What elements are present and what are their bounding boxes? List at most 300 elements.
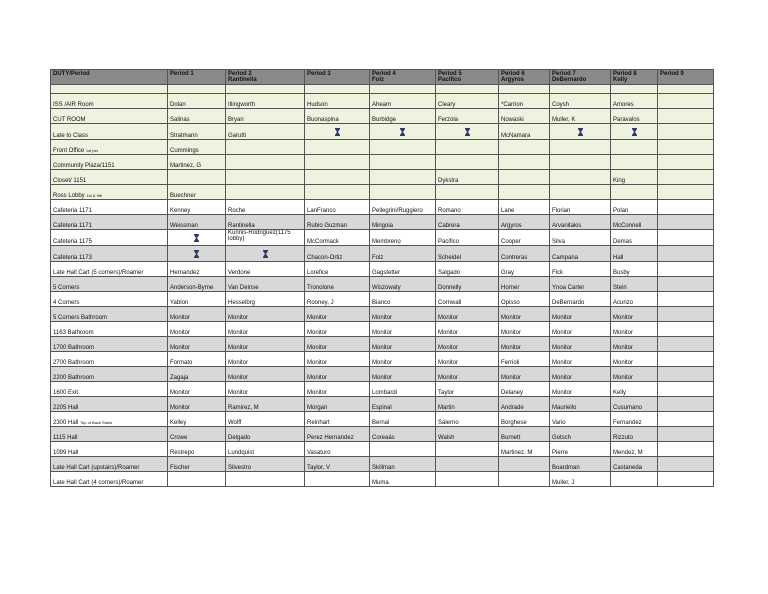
period-cell: Monitor: [226, 307, 305, 322]
table-row: [51, 140, 714, 155]
period-cell: Reinhart: [305, 412, 370, 427]
duty-cell: 4 Corners: [51, 292, 168, 307]
period-cell: Cleary: [436, 94, 499, 109]
table-row: [51, 185, 714, 200]
period-cell: Borghese: [499, 412, 550, 427]
period-cell: McConnell: [611, 215, 658, 230]
period-cell: Roche: [226, 200, 305, 215]
hourglass-icon: [194, 250, 199, 258]
period-cell: Buonaspina: [305, 109, 370, 124]
period-cell: Chacon-Ortiz: [305, 246, 370, 262]
period-cell: Acunzo: [611, 292, 658, 307]
period-cell: Tronolone: [305, 277, 370, 292]
period-cell: Buechner: [168, 185, 226, 200]
period-cell: Lombardi: [370, 382, 436, 397]
period-cell: Monitor: [499, 337, 550, 352]
table-row: [51, 337, 714, 352]
period-cell: [658, 352, 714, 367]
period-cell: [436, 124, 499, 140]
period-cell: [436, 457, 499, 472]
period-cell: [550, 124, 611, 140]
period-cell: Anderson-Byrne: [168, 277, 226, 292]
period-cell: [611, 185, 658, 200]
period-cell: [658, 457, 714, 472]
period-cell: Monitor: [305, 322, 370, 337]
duty-cell: 5 Corners Bathroom: [51, 307, 168, 322]
duty-cell: Ross Lobby 1st & 9th: [51, 185, 168, 200]
period-cell: Martinez, G: [168, 155, 226, 170]
period-cell: Monitor: [168, 382, 226, 397]
period-cell: Mendez, M: [611, 442, 658, 457]
period-cell: Taylor, V: [305, 457, 370, 472]
duty-cell: Community Plaza/1151: [51, 155, 168, 170]
period-cell: [658, 155, 714, 170]
duty-cell: Late Hall Cart (4 corners)/Roamer: [51, 472, 168, 487]
period-cell: [305, 170, 370, 185]
period-cell: Monitor: [550, 322, 611, 337]
period-cell: Ahearn: [370, 94, 436, 109]
period-cell: Monitor: [611, 367, 658, 382]
period-cell: Dykstra: [436, 170, 499, 185]
period-cell: Zagaja: [168, 367, 226, 382]
period-cell: Martinez, M: [499, 442, 550, 457]
period-cell: [305, 140, 370, 155]
period-cell: [499, 457, 550, 472]
duty-cell: Cafeteria 1173: [51, 246, 168, 262]
hourglass-icon: [263, 250, 268, 258]
period-cell: [658, 230, 714, 246]
table-row: [51, 109, 714, 124]
period-cell: Monitor: [611, 337, 658, 352]
duty-schedule-table: [50, 69, 714, 487]
period-cell: [658, 382, 714, 397]
period-cell: Monitor: [305, 367, 370, 382]
period-cell: [658, 185, 714, 200]
period-cell: Monitor: [499, 307, 550, 322]
period-cell: *Carrion: [499, 94, 550, 109]
period-cell: Kunnis-Rodriguez(1175 lobby): [226, 230, 305, 246]
period-cell: Monitor: [226, 337, 305, 352]
period-cell: Van Deinse: [226, 277, 305, 292]
duty-cell: 2300 Hall Top of Back Stairs: [51, 412, 168, 427]
table-row: [51, 367, 714, 382]
period-cell: Gotsch: [550, 427, 611, 442]
period-cell: [611, 124, 658, 140]
period-cell: [658, 337, 714, 352]
period-cell: Stein: [611, 277, 658, 292]
period-cell: [370, 185, 436, 200]
header-period-6: Period 6 Argyros: [499, 70, 550, 85]
period-cell: Florian: [550, 200, 611, 215]
header-row: [51, 70, 714, 85]
period-cell: Fischer: [168, 457, 226, 472]
period-cell: DeBernardo: [550, 292, 611, 307]
period-cell: Monitor: [168, 397, 226, 412]
period-cell: Cooper: [499, 230, 550, 246]
period-cell: [226, 472, 305, 487]
period-cell: [550, 140, 611, 155]
period-cell: Ynoa Carter: [550, 277, 611, 292]
period-cell: Muller, K: [550, 109, 611, 124]
header-period-2: Period 2 Rantinella: [226, 70, 305, 85]
period-cell: Romano: [436, 200, 499, 215]
duty-cell: 5 Corners: [51, 277, 168, 292]
header-period-3: Period 3: [305, 70, 370, 85]
period-cell: Campana: [550, 246, 611, 262]
table-row: [51, 472, 714, 487]
duty-cell: Late Hall Cart (upstairs)/Roamer: [51, 457, 168, 472]
period-cell: Cummings: [168, 140, 226, 155]
period-cell: [550, 155, 611, 170]
period-cell: Andrade: [499, 397, 550, 412]
period-cell: Coysh: [550, 94, 611, 109]
period-cell: Monitor: [370, 367, 436, 382]
period-cell: Wolff: [226, 412, 305, 427]
period-cell: Demas: [611, 230, 658, 246]
period-cell: Monitor: [436, 352, 499, 367]
header-period-5: Period 5 Pacifico: [436, 70, 499, 85]
period-cell: Stratmann: [168, 124, 226, 140]
period-cell: Monitor: [305, 352, 370, 367]
period-cell: [658, 442, 714, 457]
period-cell: Monitor: [226, 367, 305, 382]
header-period-9: Period 9: [658, 70, 714, 85]
period-cell: Burnett: [499, 427, 550, 442]
period-cell: Monitor: [499, 322, 550, 337]
period-cell: Crowe: [168, 427, 226, 442]
period-cell: [370, 124, 436, 140]
duty-cell: 1700 Bathroom: [51, 337, 168, 352]
period-cell: [168, 230, 226, 246]
period-cell: Lorefice: [305, 262, 370, 277]
period-cell: Monitor: [168, 322, 226, 337]
header-period-4: Period 4 Folz: [370, 70, 436, 85]
period-cell: Restrepo: [168, 442, 226, 457]
period-cell: Bernal: [370, 412, 436, 427]
period-cell: Hernandez: [168, 262, 226, 277]
period-cell: [370, 140, 436, 155]
table-row: [51, 230, 714, 246]
period-cell: Verdone: [226, 262, 305, 277]
period-cell: Polan: [611, 200, 658, 215]
period-cell: Wiszowaty: [370, 277, 436, 292]
period-cell: [658, 124, 714, 140]
period-cell: Delgado: [226, 427, 305, 442]
period-cell: McNamara: [499, 124, 550, 140]
period-cell: Martin: [436, 397, 499, 412]
period-cell: [499, 155, 550, 170]
table-row: [51, 200, 714, 215]
period-cell: Monitor: [305, 337, 370, 352]
period-cell: Mingoia: [370, 215, 436, 230]
period-cell: [226, 155, 305, 170]
period-cell: [305, 472, 370, 487]
period-cell: Vasaturo: [305, 442, 370, 457]
period-cell: Hesselbrg: [226, 292, 305, 307]
period-cell: [658, 109, 714, 124]
table-row: [51, 170, 714, 185]
period-cell: [436, 185, 499, 200]
period-cell: Mauriello: [550, 397, 611, 412]
period-cell: Lane: [499, 200, 550, 215]
duty-cell: 1163 Bathroom: [51, 322, 168, 337]
period-cell: [658, 140, 714, 155]
hourglass-icon: [465, 128, 470, 136]
period-cell: [658, 277, 714, 292]
period-cell: Lundquist: [226, 442, 305, 457]
period-cell: Taylor: [436, 382, 499, 397]
header-period-8: Period 8 Kelly: [611, 70, 658, 85]
period-cell: Arvanitakis: [550, 215, 611, 230]
table-row: [51, 292, 714, 307]
period-cell: Hall: [611, 246, 658, 262]
period-cell: [168, 170, 226, 185]
period-cell: [436, 140, 499, 155]
table-row: [51, 457, 714, 472]
period-cell: Nowaski: [499, 109, 550, 124]
period-cell: [658, 94, 714, 109]
period-cell: [550, 185, 611, 200]
period-cell: Monitor: [436, 337, 499, 352]
period-cell: Boardman: [550, 457, 611, 472]
hourglass-icon: [632, 128, 637, 136]
period-cell: King: [611, 170, 658, 185]
period-cell: Horner: [499, 277, 550, 292]
period-cell: Monitor: [499, 367, 550, 382]
period-cell: [658, 246, 714, 262]
period-cell: Castaneda: [611, 457, 658, 472]
header-duty: DUTY/Period: [51, 70, 168, 85]
period-cell: Scheidel: [436, 246, 499, 262]
period-cell: Cabrera: [436, 215, 499, 230]
table-row: [51, 155, 714, 170]
period-cell: [370, 170, 436, 185]
period-cell: [658, 307, 714, 322]
period-cell: Kelley: [168, 412, 226, 427]
period-cell: Monitor: [305, 307, 370, 322]
period-cell: Monitor: [226, 382, 305, 397]
duty-cell: 2700 Bathroom: [51, 352, 168, 367]
period-cell: Burbidge: [370, 109, 436, 124]
period-cell: Monitor: [168, 337, 226, 352]
period-cell: [168, 472, 226, 487]
period-cell: Monitor: [611, 352, 658, 367]
period-cell: Monitor: [370, 307, 436, 322]
period-cell: Monitor: [550, 307, 611, 322]
period-cell: [436, 155, 499, 170]
period-cell: Pacifico: [436, 230, 499, 246]
period-cell: Monitor: [370, 322, 436, 337]
period-cell: Rooney, J: [305, 292, 370, 307]
period-cell: [499, 185, 550, 200]
period-cell: Monitor: [436, 307, 499, 322]
table-row: [51, 442, 714, 457]
period-cell: Cusumano: [611, 397, 658, 412]
duty-cell: Late to Class: [51, 124, 168, 140]
period-cell: Muller, J: [550, 472, 611, 487]
hourglass-icon: [400, 128, 405, 136]
period-cell: Walsh: [436, 427, 499, 442]
period-cell: [305, 155, 370, 170]
period-cell: Monitor: [550, 382, 611, 397]
period-cell: Rubio Guzman: [305, 215, 370, 230]
period-cell: Perez Hernandez: [305, 427, 370, 442]
period-cell: Paravalos: [611, 109, 658, 124]
period-cell: Monitor: [226, 322, 305, 337]
period-cell: Donnelly: [436, 277, 499, 292]
period-cell: Gagstetter: [370, 262, 436, 277]
duty-cell: 1099 Hall: [51, 442, 168, 457]
period-cell: Ramirez, M: [226, 397, 305, 412]
period-cell: [499, 170, 550, 185]
period-cell: [370, 155, 436, 170]
duty-cell: Front Office 1st per: [51, 140, 168, 155]
period-cell: Monitor: [436, 322, 499, 337]
period-cell: Fernandez: [611, 412, 658, 427]
table-row: [51, 277, 714, 292]
period-cell: Yablon: [168, 292, 226, 307]
period-cell: [611, 140, 658, 155]
period-cell: [226, 170, 305, 185]
hourglass-icon: [578, 128, 583, 136]
period-cell: [226, 140, 305, 155]
period-cell: [658, 412, 714, 427]
period-cell: Muma: [370, 472, 436, 487]
period-cell: Argyros: [499, 215, 550, 230]
period-cell: Silva: [550, 230, 611, 246]
table-row: [51, 94, 714, 109]
period-cell: [658, 427, 714, 442]
period-cell: Monitor: [550, 337, 611, 352]
period-cell: [436, 472, 499, 487]
duty-cell: 1115 Hall: [51, 427, 168, 442]
period-cell: [499, 140, 550, 155]
hourglass-icon: [335, 128, 340, 136]
period-cell: Morgan: [305, 397, 370, 412]
table-row: [51, 427, 714, 442]
table-row: [51, 215, 714, 230]
period-cell: Delaney: [499, 382, 550, 397]
period-cell: Monitor: [305, 382, 370, 397]
period-cell: Monitor: [370, 352, 436, 367]
table-row: [51, 352, 714, 367]
period-cell: Pierre: [550, 442, 611, 457]
table-row: [51, 124, 714, 140]
period-cell: Kelly: [611, 382, 658, 397]
period-cell: Ferrioli: [499, 352, 550, 367]
duty-cell: Late Hall Cart (5 corners)/Roamer: [51, 262, 168, 277]
period-cell: Membreno: [370, 230, 436, 246]
period-cell: Rizzuto: [611, 427, 658, 442]
period-cell: Monitor: [436, 367, 499, 382]
period-cell: McCormack: [305, 230, 370, 246]
period-cell: Monitor: [550, 352, 611, 367]
period-cell: Busby: [611, 262, 658, 277]
table-row: [51, 262, 714, 277]
period-cell: Coreaás: [370, 427, 436, 442]
period-cell: Espinal: [370, 397, 436, 412]
period-cell: LanFranco: [305, 200, 370, 215]
period-cell: [550, 170, 611, 185]
table-row: [51, 322, 714, 337]
duty-cell: Cafeteria 1171: [51, 200, 168, 215]
period-cell: Folz: [370, 246, 436, 262]
duty-cell: Closet/ 1151: [51, 170, 168, 185]
duty-cell: 1600 Exit: [51, 382, 168, 397]
period-cell: [436, 442, 499, 457]
duty-cell: Cafeteria 1175: [51, 230, 168, 246]
period-cell: Dolan: [168, 94, 226, 109]
period-cell: Vario: [550, 412, 611, 427]
period-cell: [226, 185, 305, 200]
period-cell: Ferzola: [436, 109, 499, 124]
duty-cell: CUT ROOM: [51, 109, 168, 124]
period-cell: Salerno: [436, 412, 499, 427]
period-cell: Illingworth: [226, 94, 305, 109]
period-cell: Opisso: [499, 292, 550, 307]
period-cell: Silvestro: [226, 457, 305, 472]
period-cell: [658, 262, 714, 277]
period-cell: Contreras: [499, 246, 550, 262]
header-period-7: Period 7 DeBernardo: [550, 70, 611, 85]
period-cell: [658, 200, 714, 215]
period-cell: [658, 397, 714, 412]
period-cell: [658, 215, 714, 230]
period-cell: [305, 124, 370, 140]
table-row: [51, 307, 714, 322]
period-cell: [305, 185, 370, 200]
period-cell: Monitor: [168, 307, 226, 322]
duty-cell: 2205 Hall: [51, 397, 168, 412]
period-cell: Formato: [168, 352, 226, 367]
period-cell: Monitor: [550, 367, 611, 382]
period-cell: Monitor: [226, 352, 305, 367]
period-cell: Pellegrini/Ruggiero: [370, 200, 436, 215]
period-cell: Bryan: [226, 109, 305, 124]
period-cell: Monitor: [611, 307, 658, 322]
table-row: [51, 397, 714, 412]
period-cell: [611, 472, 658, 487]
table-row: [51, 412, 714, 427]
period-cell: Weissman: [168, 215, 226, 230]
period-cell: [168, 246, 226, 262]
period-cell: Monitor: [370, 337, 436, 352]
period-cell: [499, 472, 550, 487]
period-cell: Salinas: [168, 109, 226, 124]
header-period-1: Period 1: [168, 70, 226, 85]
period-cell: [658, 472, 714, 487]
period-cell: [658, 367, 714, 382]
period-cell: Monitor: [611, 322, 658, 337]
period-cell: Kenney: [168, 200, 226, 215]
table-row: [51, 246, 714, 262]
period-cell: Fick: [550, 262, 611, 277]
period-cell: Hudson: [305, 94, 370, 109]
period-cell: [658, 322, 714, 337]
period-cell: Gray: [499, 262, 550, 277]
duty-cell: Cafeteria 1171: [51, 215, 168, 230]
period-cell: [658, 170, 714, 185]
duty-cell: 2200 Bathroom: [51, 367, 168, 382]
hourglass-icon: [194, 234, 199, 242]
period-cell: Bianco: [370, 292, 436, 307]
period-cell: [658, 292, 714, 307]
period-cell: Amores: [611, 94, 658, 109]
period-cell: [611, 155, 658, 170]
period-cell: Rantinella: [226, 215, 305, 230]
period-cell: Garutti: [226, 124, 305, 140]
period-cell: Skillman: [370, 457, 436, 472]
